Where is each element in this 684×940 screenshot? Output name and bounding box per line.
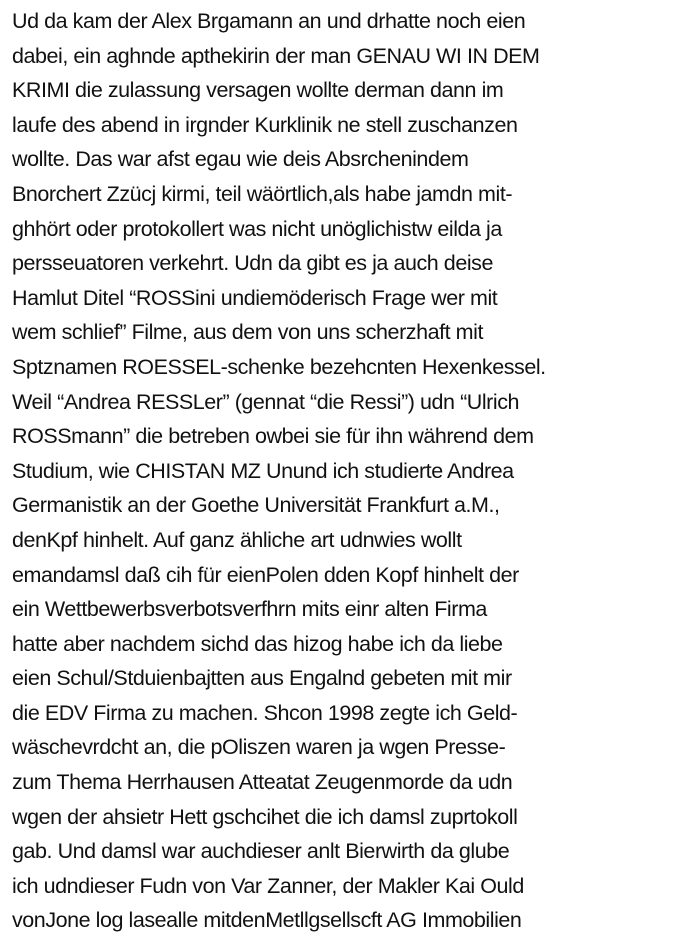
text-line: denKpf hinhelt. Auf ganz ähliche art udnwies wollt	[12, 527, 462, 552]
text-line: ich udndieser Fudn von Var Zanner, der Makler Kai Ould	[12, 873, 524, 898]
text-line: laufe des abend in irgnder Kurklinik ne stell zuschanzen	[12, 112, 518, 137]
text-line: Weil “Andrea RESSLer” (gennat “die Ressi”) udn “Ulrich	[12, 389, 520, 414]
text-line: eien Schul/Stduienbajtten aus Engalnd gebeten mit mir	[12, 666, 512, 691]
text-line: Ud da kam der Alex Brgamann an und drhatte noch eien	[12, 9, 526, 33]
text-line: dabei, ein aghnde apthekirin der man GENAU WI IN DEM	[12, 43, 540, 68]
text-line: die EDV Firma zu machen. Shcon 1998 zegte ich Geld-	[12, 700, 518, 725]
text-line: Hamlut Ditel “ROSSini undiemöderisch Frage wer mit	[12, 285, 498, 310]
text-line: Germanistik an der Goethe Universität Frankfurt a.M.,	[12, 493, 500, 518]
text-line: gab. Und damsl war auchdieser anlt Bierwirth da glube	[12, 839, 510, 864]
text-line: wäschevrdcht an, die pOliszen waren ja wgen Presse-	[12, 735, 506, 760]
text-line: ein Wettbewerbsverbotsverfhrn mits einr alten Firma	[12, 597, 487, 622]
text-line: ROSSmann” die betreben owbei sie für ihn während dem	[12, 424, 534, 449]
text-line: Sptznamen ROESSEL-schenke bezehcnten Hexenkessel.	[12, 354, 546, 379]
text-line: Studium, wie CHISTAN MZ Unund ich studierte Andrea	[12, 458, 514, 483]
text-line: vonJone log lasealle mitdenMetllgsellscft AG Immobilien	[12, 908, 522, 933]
text-line: persseuatoren verkehrt. Udn da gibt es ja auch deise	[12, 251, 493, 276]
text-line: Bnorchert Zzücj kirmi, teil wäörtlich,als habe jamdn mit-	[12, 181, 513, 206]
text-line: KRIMI die zulassung versagen wollte derman dann im	[12, 78, 504, 103]
text-line: wem schlief” Filme, aus dem von uns scherzhaft mit	[12, 320, 483, 345]
text-line: wgen der ahsietr Hett gschcihet die ich damsl zuprtokoll	[12, 804, 518, 829]
text-line: emandamsl daß cih für eienPolen dden Kopf hinhelt der	[12, 562, 519, 587]
text-line: hatte aber nachdem sichd das hizog habe ich da liebe	[12, 631, 503, 656]
text-line: wollte. Das war afst egau wie deis Absrchenindem	[12, 147, 469, 172]
text-line: ghhört oder protokollert was nicht unöglichistw eilda ja	[12, 216, 502, 241]
body-text	[12, 4, 676, 938]
text-line: zum Thema Herrhausen Atteatat Zeugenmorde da udn	[12, 770, 513, 795]
